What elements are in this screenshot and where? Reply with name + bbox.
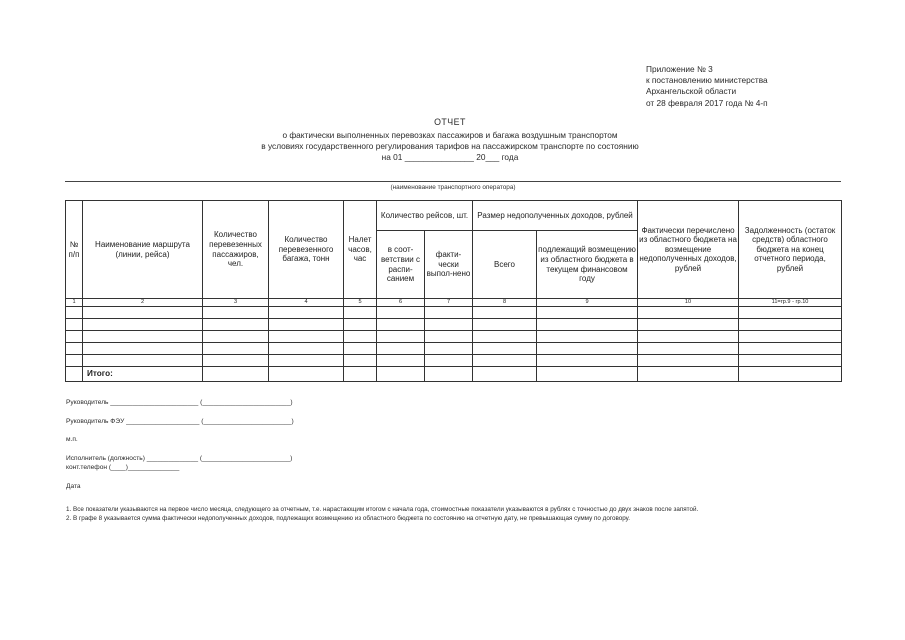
date-label: Дата <box>66 483 81 490</box>
col-number: 9 <box>537 299 638 307</box>
col-number: 11=гр.9 - гр.10 <box>739 299 842 307</box>
appendix-block <box>646 64 768 109</box>
table-row <box>66 307 842 319</box>
header-baggage: Количество перевезенного багажа, тонн <box>269 201 344 299</box>
head-signature-line: Руководитель ________________________ (________________________) <box>66 399 293 406</box>
header-flights-group: Количество рейсов, шт. <box>377 201 473 231</box>
operator-caption: (наименование транспортного оператора) <box>390 184 516 191</box>
column-number-row <box>66 299 842 307</box>
col-number: 1 <box>66 299 83 307</box>
footnote-1: 1. Все показатели указываются на первое число месяца, следующего за отчетным, т.е. нарастающим итогом с начала года, стоимостные показатели указываются в рублях с точностью до двух знаков после запятой. <box>66 506 699 513</box>
fin-head-signature-line: Руководитель ФЭУ ____________________ (________________________) <box>66 418 294 425</box>
executor-signature-line: Исполнитель (должность) ______________ (________________________) <box>66 455 293 462</box>
table-row <box>66 331 842 343</box>
appendix-line-3: Архангельской области <box>646 86 737 97</box>
header-debt: Задолженность (остаток средств) областного бюджета на конец отчетного периода, рублей <box>739 201 842 299</box>
col-number: 3 <box>203 299 269 307</box>
report-title <box>230 117 670 163</box>
report-subtitle-1: о фактически выполненных перевозках пассажиров и багажа воздушным транспортом <box>282 130 618 140</box>
header-actual: факти-чески выпол-нено <box>425 231 473 299</box>
header-scheduled: в соот-ветствии с распи-санием <box>377 231 425 299</box>
header-flight-hours: Налет часов, час <box>344 201 377 299</box>
report-date-line: на 01 _______________ 20___ года <box>381 152 519 162</box>
report-table <box>65 200 842 382</box>
header-total: Всего <box>473 231 537 299</box>
operator-name-line <box>65 181 841 182</box>
stamp-place: м.п. <box>66 436 78 443</box>
footnote-2: 2. В графе 8 указывается сумма фактически недополученных доходов, подлежащих возмещению из областного бюджета по состоянию на отчетную дату, не превышающая сумму по договору. <box>66 515 630 523</box>
appendix-line-1: Приложение № 3 <box>646 64 713 74</box>
col-number: 2 <box>83 299 203 307</box>
header-transferred: Фактически перечислено из областного бюджета на возмещение недополученных доходов, рублей <box>638 201 739 299</box>
header-lost-income-group: Размер недополученных доходов, рублей <box>473 201 638 231</box>
col-number: 6 <box>377 299 425 307</box>
table-row <box>66 343 842 355</box>
total-label: Итого: <box>83 367 203 382</box>
appendix-line-2: к постановлению министерства <box>646 75 768 86</box>
col-number: 7 <box>425 299 473 307</box>
header-subject-to-refund: подлежащий возмещению из областного бюджета в текущем финансовом году <box>537 231 638 299</box>
report-subtitle-2: в условиях государственного регулирования тарифов на пассажирском транспорте по состоянию <box>261 141 639 151</box>
header-passengers: Количество перевезенных пассажиров, чел. <box>203 201 269 299</box>
phone-line: конт.телефон (____)______________ <box>66 464 180 471</box>
col-number: 4 <box>269 299 344 307</box>
col-number: 10 <box>638 299 739 307</box>
col-number: 5 <box>344 299 377 307</box>
report-heading: ОТЧЕТ <box>434 117 466 127</box>
header-num: № п/п <box>66 201 83 299</box>
footnotes <box>66 505 826 523</box>
table-row <box>66 319 842 331</box>
col-number: 8 <box>473 299 537 307</box>
appendix-line-4: от 28 февраля 2017 года № 4-п <box>646 97 768 108</box>
table-row <box>66 355 842 367</box>
total-row <box>66 367 842 382</box>
header-route: Наименование маршрута (линии, рейса) <box>83 201 203 299</box>
